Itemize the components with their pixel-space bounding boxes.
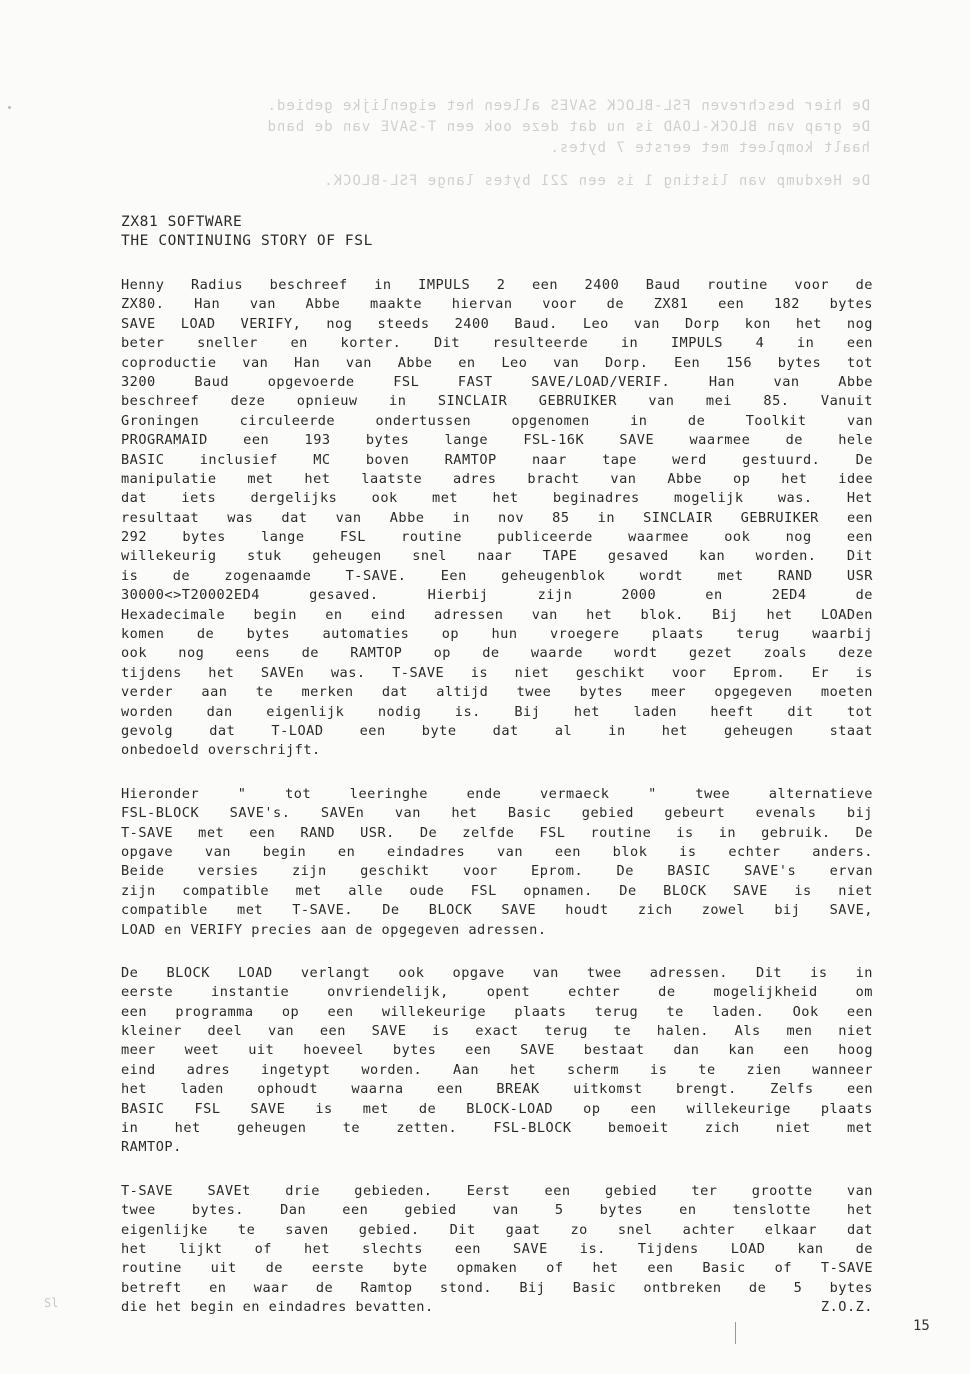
text-line: opgave van begin en eindadres van een blok is echter anders. xyxy=(121,843,873,860)
text-line: betreft en waar de Ramtop stond. Bij Basic ontbreken de 5 bytes xyxy=(121,1279,873,1296)
text-line: beschreef deze opnieuw in SINCLAIR GEBRUIKER van mei 85. Vanuit xyxy=(121,393,873,410)
text-line: SAVE LOAD VERIFY, nog steeds 2400 Baud. Leo van Dorp kon het nog xyxy=(121,315,873,332)
heading-title: ZX81 SOFTWARE xyxy=(121,214,243,230)
text-line: worden dan eigenlijk nodig is. Bij het laden heeft dit tot xyxy=(121,703,873,720)
text-line: resultaat was dat van Abbe in nov 85 in SINCLAIR GEBRUIKER een xyxy=(121,509,873,526)
text-line: 30000<>T20002ED4 gesaved. Hierbij zijn 2000 en 2ED4 de xyxy=(121,587,873,604)
text-line: RAMTOP. xyxy=(121,1139,182,1156)
text-line: BASIC inclusief MC boven RAMTOP naar tape werd gestuurd. De xyxy=(121,451,873,468)
text-line: ook nog eens de RAMTOP op de waarde wordt gezet zoals deze xyxy=(121,645,873,662)
text-line: eigenlijke te saven gebied. Dit gaat zo snel achter elkaar dat xyxy=(121,1221,873,1238)
text-line: kleiner deel van een SAVE is exact terug te halen. Als men niet xyxy=(121,1023,873,1040)
text-line: gevolg dat T-LOAD een byte dat al in het geheugen staat xyxy=(121,722,873,739)
text-line: routine uit de eerste byte opmaken of het een Basic of T-SAVE xyxy=(121,1260,873,1277)
text-line: LOAD en VERIFY precies aan de opgegeven adressen. xyxy=(121,921,547,938)
text-line: BASIC FSL SAVE is met de BLOCK-LOAD op een willekeurige plaats xyxy=(121,1100,873,1117)
text-line xyxy=(121,1298,873,1317)
text-line: beter sneller en korter. Dit resulteerde in IMPULS 4 in een xyxy=(121,335,873,352)
text-line: ZX80. Han van Abbe maakte hiervan voor de ZX81 een 182 bytes xyxy=(121,296,873,313)
paragraph-4 xyxy=(121,1182,873,1318)
text-line: Henny Radius beschreef in IMPULS 2 een 2400 Baud routine voor de xyxy=(121,277,873,293)
text-line: onbedoeld overschrijft. xyxy=(121,742,321,759)
text-line: T-SAVE SAVEt drie gebieden. Eerst een gebied ter grootte van xyxy=(121,1182,873,1199)
page-number: 15 xyxy=(913,1318,930,1334)
article-heading xyxy=(121,213,873,251)
heading-subtitle: THE CONTINUING STORY OF FSL xyxy=(121,233,373,249)
paragraph-2 xyxy=(121,785,873,940)
article-body xyxy=(121,213,873,1318)
text-line: is de zogenaamde T-SAVE. Een geheugenblok wordt met RAND USR xyxy=(121,567,873,584)
text-line: verder aan te merken dat altijd twee bytes meer opgegeven moeten xyxy=(121,684,873,701)
text-line: T-SAVE met een RAND USR. De zelfde FSL routine is in gebruik. De xyxy=(121,824,873,841)
text-line: in het geheugen te zetten. FSL-BLOCK bemoeit zich niet met xyxy=(121,1120,873,1137)
text-line: meer weet uit hoeveel bytes een SAVE bestaat dan kan een hoog xyxy=(121,1042,873,1059)
text-line: Groningen circuleerde ondertussen opgenomen in de Toolkit van xyxy=(121,412,873,429)
text-line: eerste instantie onvriendelijk, opent echter de mogelijkheid om xyxy=(121,984,873,1001)
punch-dot xyxy=(8,106,11,109)
text-line: dat iets dergelijks ook met het beginadres mogelijk was. Het xyxy=(121,490,873,507)
text-line: compatible met T-SAVE. De BLOCK SAVE houdt zich zowel bij SAVE, xyxy=(121,902,873,919)
text-line: PROGRAMAID een 193 bytes lange FSL-16K SAVE waarmee de hele xyxy=(121,432,873,449)
text-line: willekeurig stuk geheugen snel naar TAPE gesaved kan worden. Dit xyxy=(121,548,873,565)
text-line: coproductie van Han van Abbe en Leo van Dorp. Een 156 bytes tot xyxy=(121,354,873,371)
text-line: 3200 Baud opgevoerde FSL FAST SAVE/LOAD/VERIF. Han van Abbe xyxy=(121,373,873,390)
paragraph-3 xyxy=(121,964,873,1158)
text-line: Beide versies zijn geschikt voor Eprom. De BASIC SAVE's ervan xyxy=(121,863,873,880)
text-line: twee bytes. Dan een gebied van 5 bytes en tenslotte het xyxy=(121,1202,873,1219)
text-line: manipulatie met het laatste adres bracht van Abbe op het idee xyxy=(121,470,873,487)
text-line: De BLOCK LOAD verlangt ook opgave van twee adressen. Dit is in xyxy=(121,964,873,981)
text-line: Hieronder " tot leeringhe ende vermaeck " twee alternatieve xyxy=(121,785,873,802)
bleed-line: haalt kompleet met eerste 7 bytes. xyxy=(549,140,870,156)
paragraph-1 xyxy=(121,276,873,761)
text-line: het laden ophoudt waarna een BREAK uitkomst brengt. Zelfs een xyxy=(121,1081,873,1098)
text-line: FSL-BLOCK SAVE's. SAVEn van het Basic gebied gebeurt evenals bij xyxy=(121,805,873,822)
bleed-line: De hier beschreven FSL-BLOCK SAVES alleen het eigenlijke gebied. xyxy=(266,98,870,114)
bleed-line: De Hexdump van listing 1 is een 221 bytes lange FSL-BLOCK. xyxy=(323,173,870,189)
text-line: tijdens het SAVEn was. T-SAVE is niet geschikt voor Eprom. Er is xyxy=(121,664,873,681)
text-line: het lijkt of het slechts een SAVE is. Tijdens LOAD kan de xyxy=(121,1240,873,1257)
bleed-line: De grap van BLOCK-LOAD is nu dat deze ook een T-SAVE van de band xyxy=(266,119,870,135)
text-line: Hexadecimale begin en eind adressen van het blok. Bij het LOADen xyxy=(121,606,873,623)
bleed-page-number: Sl xyxy=(44,1296,59,1310)
bleed-through-text xyxy=(110,96,870,192)
continued-marker: Z.O.Z. xyxy=(820,1299,873,1316)
text-line-content: die het begin en eindadres bevatten. xyxy=(121,1299,434,1316)
text-line: eind adres ingetypt worden. Aan het scherm is te zien wanneer xyxy=(121,1061,873,1078)
text-line: zijn compatible met alle oude FSL opnamen. De BLOCK SAVE is niet xyxy=(121,882,873,899)
fold-mark xyxy=(735,1322,736,1344)
text-line: 292 bytes lange FSL routine publiceerde waarmee ook nog een xyxy=(121,529,873,546)
text-line: een programma op een willekeurige plaats terug te laden. Ook een xyxy=(121,1003,873,1020)
text-line: komen de bytes automaties op hun vroegere plaats terug waarbij xyxy=(121,626,873,643)
